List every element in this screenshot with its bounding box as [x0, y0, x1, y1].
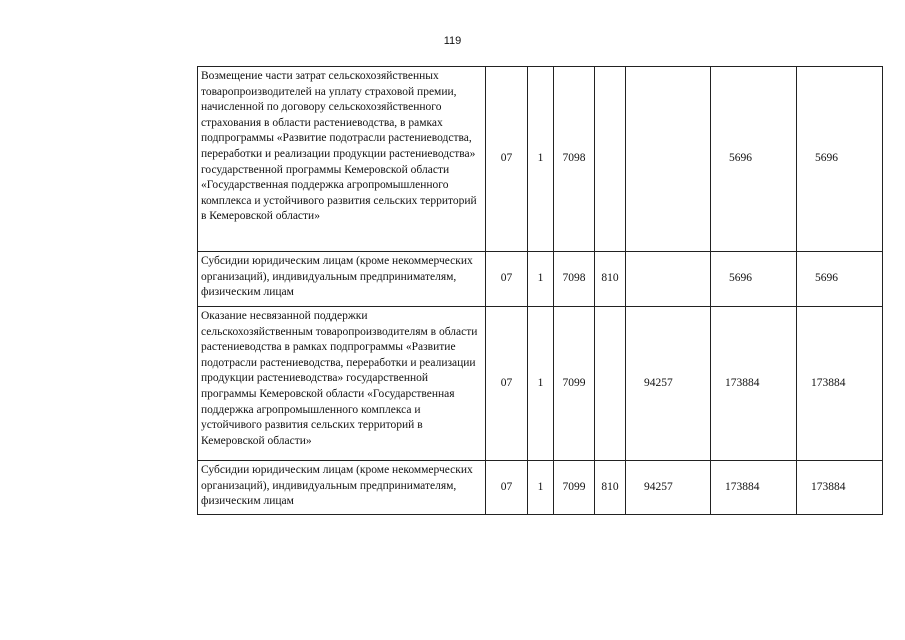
row-description: Субсидии юридическим лицам (кроме некоммерческих организаций), индивидуальным предпринимателям, физическим лицам	[198, 252, 486, 307]
amount-year-2: 5696	[711, 252, 797, 307]
expense-type-code: 810	[595, 252, 626, 307]
expense-type-code	[595, 307, 626, 461]
section-code: 07	[486, 461, 528, 515]
row-description: Субсидии юридическим лицам (кроме некоммерческих организаций), индивидуальным предпринимателям, физическим лицам	[198, 461, 486, 515]
amount-year-3: 5696	[797, 67, 883, 252]
subsection-code: 1	[528, 252, 554, 307]
article-code: 7099	[554, 307, 595, 461]
expense-type-code	[595, 67, 626, 252]
amount-year-1	[626, 252, 711, 307]
article-code: 7098	[554, 67, 595, 252]
article-code: 7099	[554, 461, 595, 515]
amount-year-1: 94257	[626, 461, 711, 515]
subsection-code: 1	[528, 307, 554, 461]
amount-year-1	[626, 67, 711, 252]
row-description: Возмещение части затрат сельскохозяйственных товаропроизводителей на уплату страховой премии, начисленной по договору сельскохозяйственного страхования в области растениеводства, в рамках подпрограммы «Развитие подотрасли растениеводства, переработки и реализации продукции растениеводства» государственной программы Кемеровской области «Государственная поддержка агропромышленного комплекса и устойчивого развития сельских территорий в Кемеровской области»	[198, 67, 486, 252]
amount-year-2: 173884	[711, 461, 797, 515]
subsection-code: 1	[528, 461, 554, 515]
section-code: 07	[486, 67, 528, 252]
section-code: 07	[486, 252, 528, 307]
budget-table	[197, 66, 883, 515]
row-description: Оказание несвязанной поддержки сельскохозяйственным товаропроизводителям в области растениеводства в рамках подпрограммы «Развитие подотрасли растениеводства, переработки и реализации продукции растениеводства» государственной программы Кемеровской области «Государственная поддержка агропромышленного комплекса и устойчивого развития сельских территорий в Кемеровской области»	[198, 307, 486, 461]
amount-year-3: 5696	[797, 252, 883, 307]
amount-year-3: 173884	[797, 461, 883, 515]
amount-year-2: 5696	[711, 67, 797, 252]
table-row	[198, 307, 883, 461]
article-code: 7098	[554, 252, 595, 307]
table-row	[198, 67, 883, 252]
amount-year-3: 173884	[797, 307, 883, 461]
table-row	[198, 252, 883, 307]
table-row	[198, 461, 883, 515]
expense-type-code: 810	[595, 461, 626, 515]
section-code: 07	[486, 307, 528, 461]
amount-year-2: 173884	[711, 307, 797, 461]
amount-year-1: 94257	[626, 307, 711, 461]
page-number: 119	[443, 35, 462, 47]
subsection-code: 1	[528, 67, 554, 252]
